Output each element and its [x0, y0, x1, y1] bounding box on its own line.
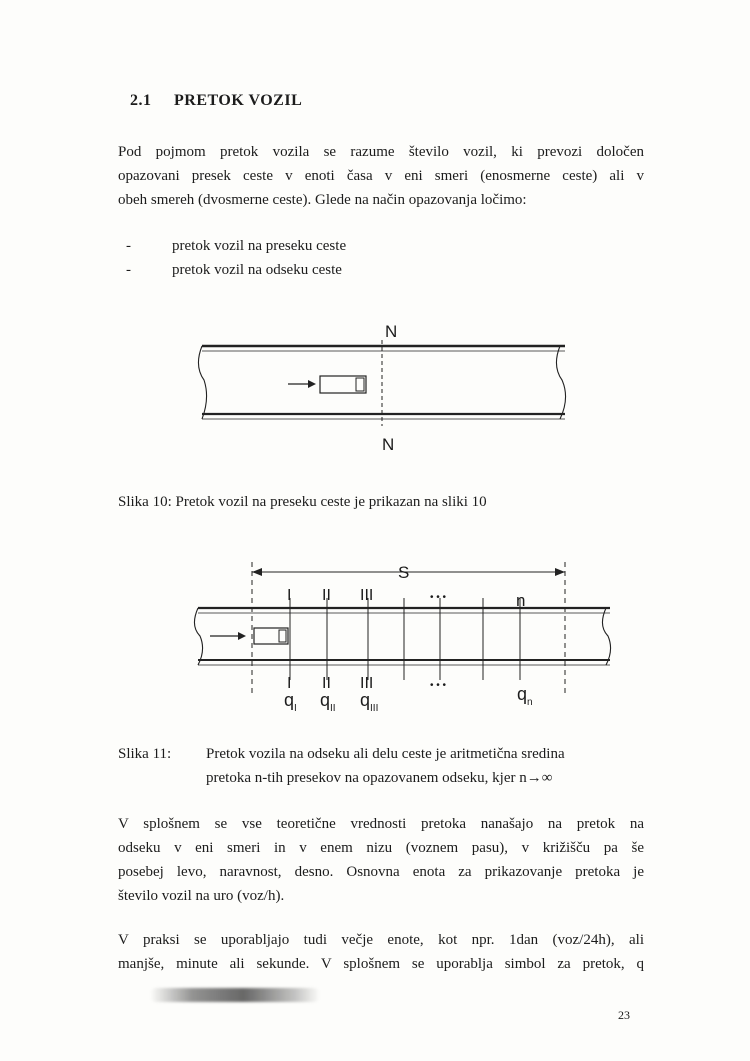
figure-11-caption-text [206, 742, 646, 790]
figure-11-flow-label [360, 690, 378, 714]
flow-symbol: q [320, 690, 331, 710]
paragraph-line: število vozil na uro (voz/h). [118, 888, 285, 904]
bullet-dash: - [126, 238, 131, 254]
figure-11-caption-label: Slika 11: [118, 746, 172, 762]
bullet-text: pretok vozil na preseku ceste [172, 238, 347, 254]
flow-symbol: q [360, 690, 371, 710]
paragraph-line: posebej levo, naravnost, desno. Osnovna enota za prikazovanje pretoka je [118, 864, 644, 880]
section-title: PRETOK VOZIL [174, 92, 303, 109]
bullet-dash: - [126, 262, 131, 278]
scan-smudge [150, 988, 320, 1002]
list-item [126, 258, 346, 282]
figure-11-section-label: I [287, 587, 292, 604]
paragraph-line: odseku v eni smeri in v enem nizu (voznem pasu), v križišču pa še [118, 840, 644, 856]
figure-11-span-label: S [398, 563, 410, 582]
figure-11-section-label: III [360, 675, 374, 692]
flow-symbol: q [284, 690, 295, 710]
figure-11-section-label: I [287, 675, 292, 692]
figure-11-ellipsis-bottom: • • • [430, 680, 447, 691]
figure-11-flow-label [517, 684, 533, 708]
figure-11-flow-label [284, 690, 297, 714]
figure-10-label-bottom: N [382, 435, 395, 454]
figure-11-ellipsis-top: • • • [430, 592, 447, 603]
paragraph-line: Pod pojmom pretok vozila se razume število vozil, ki prevozi določen [118, 144, 644, 160]
page-number: 23 [618, 1008, 630, 1022]
figure-11-section-label: II [322, 587, 331, 604]
flow-subscript: III [370, 703, 379, 714]
figure-11-flow-label [320, 690, 336, 714]
caption-line: pretoka n-tih presekov na opazovanem odseku, kjer n→∞ [206, 770, 553, 786]
flow-subscript: n [527, 697, 533, 708]
paragraph-line: manjše, minute ali sekunde. V splošnem se uporablja simbol za pretok, q [118, 956, 644, 972]
paragraph-line: V splošnem se vse teoretične vrednosti pretoka nanašajo na pretok na [118, 816, 644, 832]
figure-10-caption: Slika 10: Pretok vozil na preseku ceste je prikazan na sliki 10 [118, 494, 487, 510]
intro-paragraph [118, 140, 644, 212]
figure-11-section-label: II [322, 675, 331, 692]
paragraph-units [118, 812, 644, 908]
section-number: 2.1 [130, 92, 152, 109]
figure-10-label-top: N [385, 322, 398, 341]
flow-symbol: q [517, 684, 528, 704]
list-item [126, 234, 346, 258]
paragraph-line: V praksi se uporabljajo tudi večje enote, kot npr. 1dan (voz/24h), ali [118, 932, 644, 948]
flow-subscript: II [330, 703, 336, 714]
section-heading [130, 92, 302, 110]
paragraph-line: opazovani presek ceste v enoti časa v eni smeri (enosmerne ceste) ali v [118, 168, 644, 184]
flow-subscript: I [294, 703, 297, 714]
paragraph-practice [118, 928, 644, 976]
bullet-list [126, 234, 346, 282]
figure-11-section-label: III [360, 587, 374, 604]
figure-11-section-label: n [516, 591, 526, 610]
figure-10-road-cross-section [190, 318, 580, 460]
caption-line: Pretok vozila na odseku ali delu ceste je aritmetična sredina [206, 746, 565, 762]
paragraph-line: obeh smereh (dvosmerne ceste). Glede na način opazovanja ločimo: [118, 192, 527, 208]
bullet-text: pretok vozil na odseku ceste [172, 262, 342, 278]
figure-11-road-section [190, 556, 630, 722]
